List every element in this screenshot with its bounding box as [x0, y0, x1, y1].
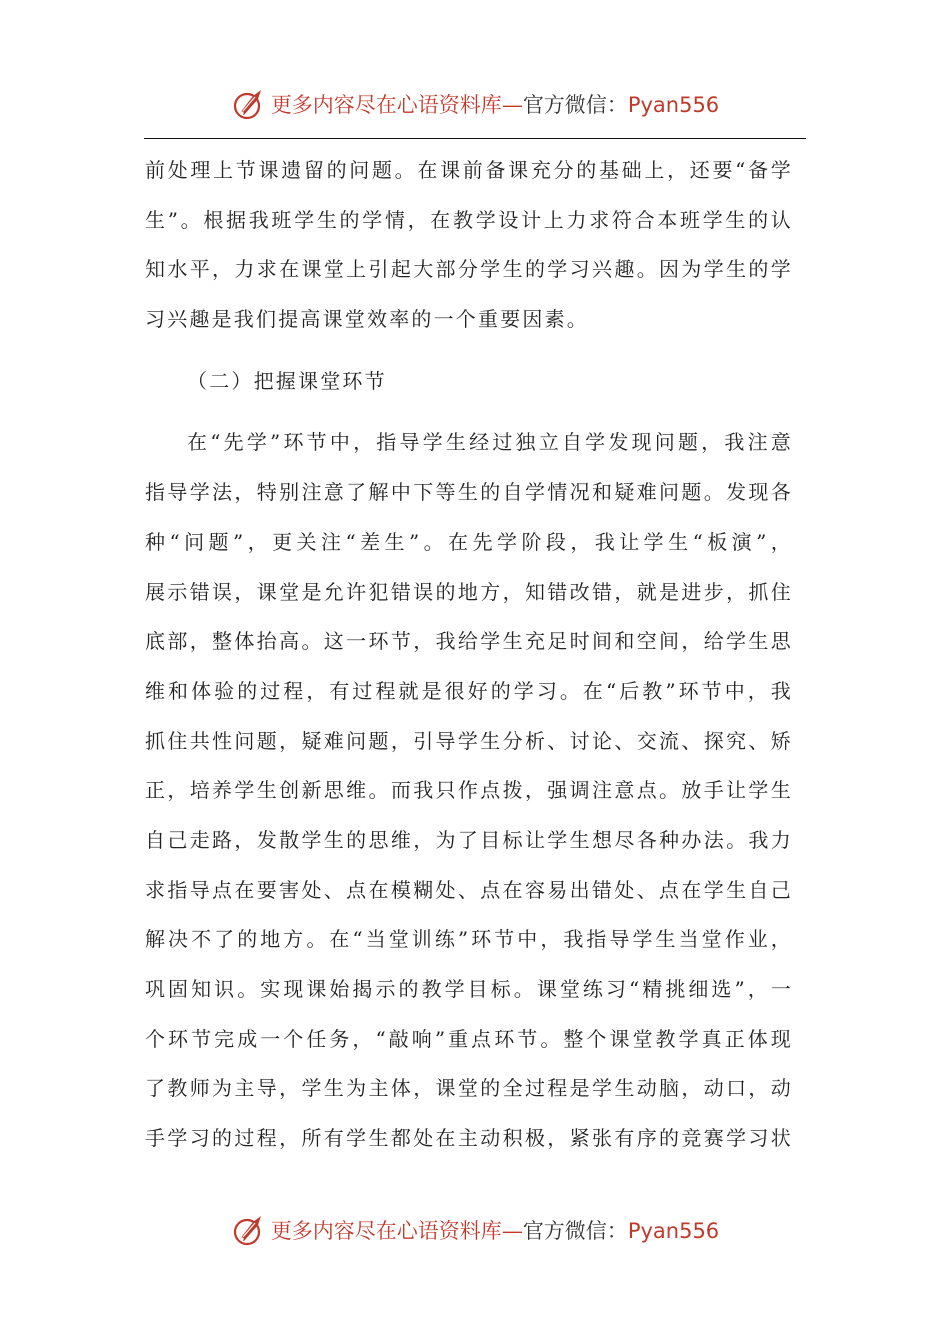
text-line: 解决不了的地方。在“当堂训练”环节中，我指导学生当堂作业，: [145, 927, 793, 952]
pen-nib-logo-icon: [231, 1212, 267, 1248]
banner-dash: —: [501, 1219, 523, 1243]
text-line: 个环节完成一个任务，“敲响”重点环节。整个课堂教学真正体现: [145, 1026, 793, 1051]
text-line: 指导学法，特别注意了解中下等生的自学情况和疑难问题。发现各: [145, 480, 793, 505]
text-line: 知水平，力求在课堂上引起大部分学生的学习兴趣。因为学生的学: [145, 257, 793, 282]
text-line: 手学习的过程，所有学生都处在主动积极，紧张有序的竞赛学习状: [145, 1126, 793, 1151]
banner-wechat-label: 官方微信：: [522, 1219, 628, 1243]
banner-wechat-id: Pyan556: [627, 1219, 720, 1243]
banner-text: [271, 1215, 719, 1245]
banner-text: [271, 89, 719, 119]
banner-site-name: 更多内容尽在心语资料库: [270, 1219, 502, 1243]
banner-wechat-id: Pyan556: [627, 93, 720, 117]
paragraph-1: [145, 146, 793, 345]
text-line: 种“问题”，更关注“差生”。在先学阶段，我让学生“板演”，: [145, 529, 793, 554]
text-line: 了教师为主导，学生为主体，课堂的全过程是学生动脑，动口，动: [145, 1076, 793, 1101]
text-line: 抓住共性问题，疑难问题，引导学生分析、讨论、交流、探究、矫: [145, 728, 793, 753]
text-line: 在“先学”环节中，指导学生经过独立自学发现问题，我注意: [187, 430, 793, 455]
text-line: 展示错误，课堂是允许犯错误的地方，知错改错，就是进步，抓住: [145, 579, 793, 604]
text-line: 维和体验的过程，有过程就是很好的学习。在“后教”环节中，我: [145, 678, 793, 703]
header-banner: [0, 82, 950, 126]
text-line: 巩固知识。实现课始揭示的教学目标。课堂练习“精挑细选”，一: [145, 977, 793, 1001]
paragraph-2: [145, 418, 793, 1163]
text-line: 生”。根据我班学生的学情，在教学设计上力求符合本班学生的认: [145, 207, 793, 232]
text-line: 正，培养学生创新思维。而我只作点拨，强调注意点。放手让学生: [145, 778, 793, 803]
text-line: 习兴趣是我们提高课堂效率的一个重要因素。: [145, 307, 589, 332]
text-line: 自己走路，发散学生的思维，为了目标让学生想尽各种办法。我力: [145, 827, 793, 852]
banner-site-name: 更多内容尽在心语资料库: [270, 93, 502, 117]
text-line: 求指导点在要害处、点在模糊处、点在容易出错处、点在学生自己: [145, 877, 793, 902]
document-body: [145, 146, 793, 1164]
text-line: 前处理上节课遗留的问题。在课前备课充分的基础上，还要“备学: [145, 158, 793, 182]
footer-banner: [0, 1208, 950, 1252]
banner-wechat-label: 官方微信：: [522, 93, 628, 117]
banner-dash: —: [501, 93, 523, 117]
header-divider: [144, 138, 806, 139]
section-heading: （二）把握课堂环节: [187, 368, 387, 393]
pen-nib-logo-icon: [231, 86, 267, 122]
text-line: 底部，整体抬高。这一环节，我给学生充足时间和空间，给学生思: [145, 629, 793, 654]
